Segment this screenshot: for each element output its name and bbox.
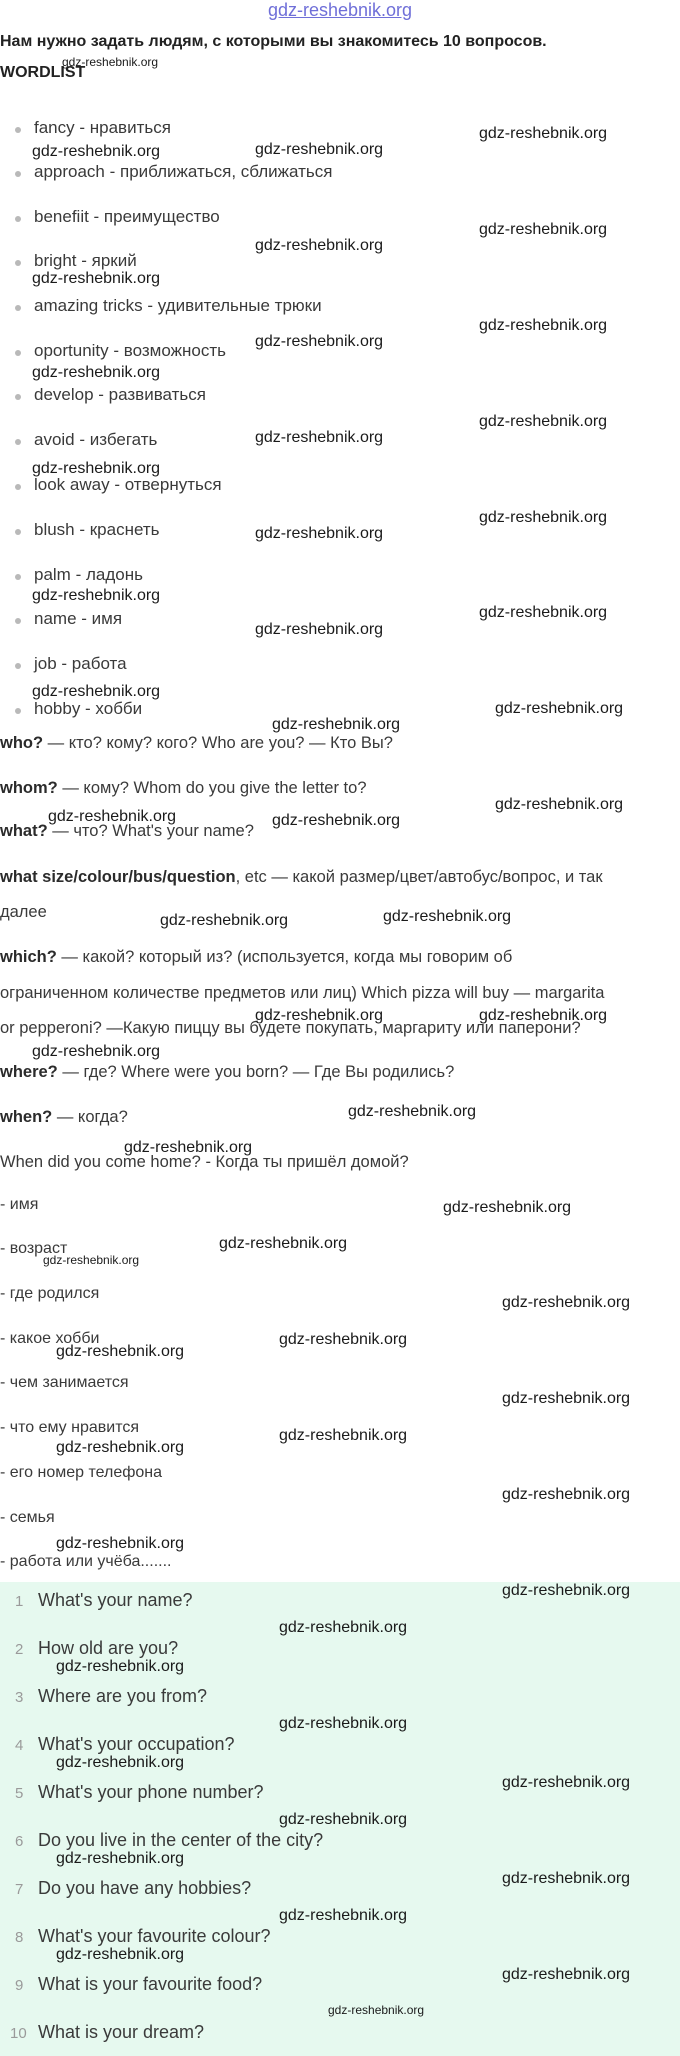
question-word: who? [0, 734, 44, 752]
watermark: gdz-reshebnik.org [255, 333, 384, 350]
list-item [34, 341, 226, 361]
topic-item: - что ему нравится [0, 1419, 140, 1436]
watermark: gdz-reshebnik.org [479, 413, 608, 430]
word-text: develop - развиваться [34, 385, 206, 404]
word-text: hobby - хобби [34, 699, 143, 718]
page-heading: Нам нужно задать людям, с которыми вы знакомитесь 10 вопросов. [0, 33, 547, 50]
watermark: gdz-reshebnik.org [32, 683, 161, 700]
watermark: gdz-reshebnik.org [328, 2003, 425, 2017]
question-word: what size/colour/bus/question [0, 868, 236, 886]
question-word-line [0, 779, 367, 798]
question-word-line [0, 984, 604, 1003]
watermark: gdz-reshebnik.org [502, 1390, 631, 1407]
watermark: gdz-reshebnik.org [272, 716, 401, 733]
question-text: What's your name? [38, 1590, 193, 1610]
question-word: what? [0, 822, 48, 840]
list-item [34, 162, 332, 182]
watermark: gdz-reshebnik.org [62, 55, 159, 69]
bullet-icon [15, 171, 21, 177]
watermark: gdz-reshebnik.org [32, 364, 161, 381]
watermark: gdz-reshebnik.org [255, 621, 384, 638]
question-word: whom? [0, 779, 58, 797]
question-word-line [0, 1108, 128, 1127]
watermark: gdz-reshebnik.org [43, 1253, 140, 1267]
question-word-explanation: далее [0, 903, 47, 921]
watermark: gdz-reshebnik.org [279, 1811, 408, 1828]
question-text: Do you live in the center of the city? [38, 1830, 324, 1850]
list-item [34, 430, 157, 450]
topic-item: - где родился [0, 1285, 100, 1302]
question-number: 9 [15, 1977, 24, 1994]
watermark: gdz-reshebnik.org [348, 1103, 477, 1120]
list-item [34, 654, 127, 674]
watermark: gdz-reshebnik.org [56, 1850, 185, 1867]
watermark: gdz-reshebnik.org [219, 1235, 348, 1252]
question-word-line [0, 948, 512, 967]
topic-item: - его номер телефона [0, 1464, 163, 1481]
watermark: gdz-reshebnik.org [502, 1870, 631, 1887]
bullet-icon [15, 439, 21, 445]
word-text: amazing tricks - удивительные трюки [34, 296, 322, 315]
watermark: gdz-reshebnik.org [479, 221, 608, 238]
bullet-icon [15, 529, 21, 535]
watermark: gdz-reshebnik.org [279, 1715, 408, 1732]
question-word-line [0, 903, 47, 922]
list-item [34, 207, 220, 227]
question-word-explanation: — когда? [52, 1108, 128, 1126]
watermark: gdz-reshebnik.org [279, 1331, 408, 1348]
watermark: gdz-reshebnik.org [502, 1486, 631, 1503]
watermark: gdz-reshebnik.org [32, 143, 161, 160]
watermark: gdz-reshebnik.org [495, 700, 624, 717]
bullet-icon [15, 216, 21, 222]
watermark: gdz-reshebnik.org [279, 1619, 408, 1636]
list-item [34, 520, 160, 540]
watermark: gdz-reshebnik.org [479, 604, 608, 621]
question-word-explanation: — какой? который из? (используется, когда мы говорим об [56, 948, 513, 966]
watermark: gdz-reshebnik.org [255, 1007, 384, 1024]
question-number: 2 [15, 1641, 24, 1658]
list-item [34, 699, 142, 719]
bullet-icon [15, 574, 21, 580]
question-word-explanation: When did you come home? - Когда ты пришёл домой? [0, 1153, 409, 1171]
watermark: gdz-reshebnik.org [443, 1199, 572, 1216]
list-item [34, 385, 206, 405]
question-text: What's your phone number? [38, 1782, 264, 1802]
watermark: gdz-reshebnik.org [56, 1754, 185, 1771]
watermark: gdz-reshebnik.org [32, 460, 161, 477]
watermark: gdz-reshebnik.org [502, 1966, 631, 1983]
watermark: gdz-reshebnik.org [32, 587, 161, 604]
bullet-icon [15, 484, 21, 490]
bullet-icon [15, 708, 21, 714]
watermark: gdz-reshebnik.org [56, 1439, 185, 1456]
question-word-explanation: — кто? кому? кого? Who are you? — Кто Вы? [43, 734, 393, 752]
question-word-explanation: — где? Where were you born? — Где Вы родились? [57, 1063, 455, 1081]
question-text: Do you have any hobbies? [38, 1878, 252, 1898]
question-number: 1 [15, 1593, 24, 1610]
question-text: Where are you from? [38, 1686, 208, 1706]
bullet-icon [15, 663, 21, 669]
question-text: How old are you? [38, 1638, 179, 1658]
word-text: job - работа [34, 654, 127, 673]
bullet-icon [15, 394, 21, 400]
list-item [34, 296, 322, 316]
topic-item: - возраст [0, 1240, 68, 1257]
word-text: oportunity - возможность [34, 341, 226, 360]
watermark: gdz-reshebnik.org [479, 509, 608, 526]
wordlist-title: WORDLIST [0, 64, 86, 81]
watermark: gdz-reshebnik.org [502, 1582, 631, 1599]
watermark: gdz-reshebnik.org [48, 808, 177, 825]
watermark: gdz-reshebnik.org [279, 1427, 408, 1444]
word-text: look away - отвернуться [34, 475, 222, 494]
watermark: gdz-reshebnik.org [255, 429, 384, 446]
bullet-icon [15, 305, 21, 311]
list-item [34, 118, 171, 138]
watermark: gdz-reshebnik.org [124, 1139, 253, 1156]
word-text: avoid - избегать [34, 430, 158, 449]
question-number: 10 [10, 2025, 27, 2042]
question-word-explanation: , etc — какой размер/цвет/автобус/вопрос, и так [235, 868, 603, 886]
site-title-link[interactable]: gdz-reshebnik.org [267, 0, 413, 20]
topic-item: - работа или учёба....... [0, 1553, 172, 1570]
watermark: gdz-reshebnik.org [479, 317, 608, 334]
question-word: where? [0, 1063, 58, 1081]
list-item [34, 609, 122, 629]
word-text: benefiit - преимущество [34, 207, 220, 226]
watermark: gdz-reshebnik.org [479, 125, 608, 142]
question-text: What's your favourite colour? [38, 1926, 271, 1946]
bullet-icon [15, 260, 21, 266]
watermark: gdz-reshebnik.org [502, 1774, 631, 1791]
question-word: when? [0, 1108, 53, 1126]
question-word-explanation: — что? What's your name? [47, 822, 254, 840]
question-word-line [0, 1063, 454, 1082]
topic-item: - чем занимается [0, 1374, 129, 1391]
watermark: gdz-reshebnik.org [56, 1343, 185, 1360]
question-text: What is your dream? [38, 2022, 205, 2042]
question-word: which? [0, 948, 57, 966]
list-item [34, 565, 143, 585]
watermark: gdz-reshebnik.org [32, 1043, 161, 1060]
watermark: gdz-reshebnik.org [502, 1294, 631, 1311]
word-text: bright - яркий [34, 251, 137, 270]
question-number: 4 [15, 1737, 24, 1754]
watermark: gdz-reshebnik.org [255, 525, 384, 542]
watermark: gdz-reshebnik.org [383, 908, 512, 925]
question-word-line [0, 868, 603, 887]
question-word-explanation: — кому? Whom do you give the letter to? [57, 779, 367, 797]
question-number: 8 [15, 1929, 24, 1946]
bullet-icon [15, 350, 21, 356]
topic-item: - какое хобби [0, 1330, 100, 1347]
list-item [34, 475, 222, 495]
watermark: gdz-reshebnik.org [160, 912, 289, 929]
question-text: What is your favourite food? [38, 1974, 263, 1994]
question-word-explanation: or pepperoni? —Какую пиццу вы будете покупать, маргариту или паперони? [0, 1019, 581, 1037]
word-text: fancy - нравиться [34, 118, 171, 137]
watermark: gdz-reshebnik.org [56, 1946, 185, 1963]
question-text: What's your occupation? [38, 1734, 235, 1754]
watermark: gdz-reshebnik.org [272, 812, 401, 829]
word-text: palm - ладонь [34, 565, 143, 584]
bullet-icon [15, 127, 21, 133]
word-text: name - имя [34, 609, 123, 628]
bullet-icon [15, 618, 21, 624]
question-word-explanation: ограниченном количестве предметов или лиц) Which pizza will buy — margarita [0, 984, 605, 1002]
watermark: gdz-reshebnik.org [495, 796, 624, 813]
list-item [34, 251, 137, 271]
watermark: gdz-reshebnik.org [479, 1007, 608, 1024]
question-number: 3 [15, 1689, 24, 1706]
topic-item: - имя [0, 1196, 39, 1213]
watermark: gdz-reshebnik.org [279, 1907, 408, 1924]
question-number: 7 [15, 1881, 24, 1898]
topic-item: - семья [0, 1509, 55, 1526]
question-number: 5 [15, 1785, 24, 1802]
watermark: gdz-reshebnik.org [56, 1535, 185, 1552]
word-text: blush - краснеть [34, 520, 160, 539]
question-number: 6 [15, 1833, 24, 1850]
watermark: gdz-reshebnik.org [32, 270, 161, 287]
watermark: gdz-reshebnik.org [255, 237, 384, 254]
watermark: gdz-reshebnik.org [56, 1658, 185, 1675]
question-word-line [0, 734, 393, 753]
watermark: gdz-reshebnik.org [255, 141, 384, 158]
word-text: approach - приближаться, сближаться [34, 162, 333, 181]
